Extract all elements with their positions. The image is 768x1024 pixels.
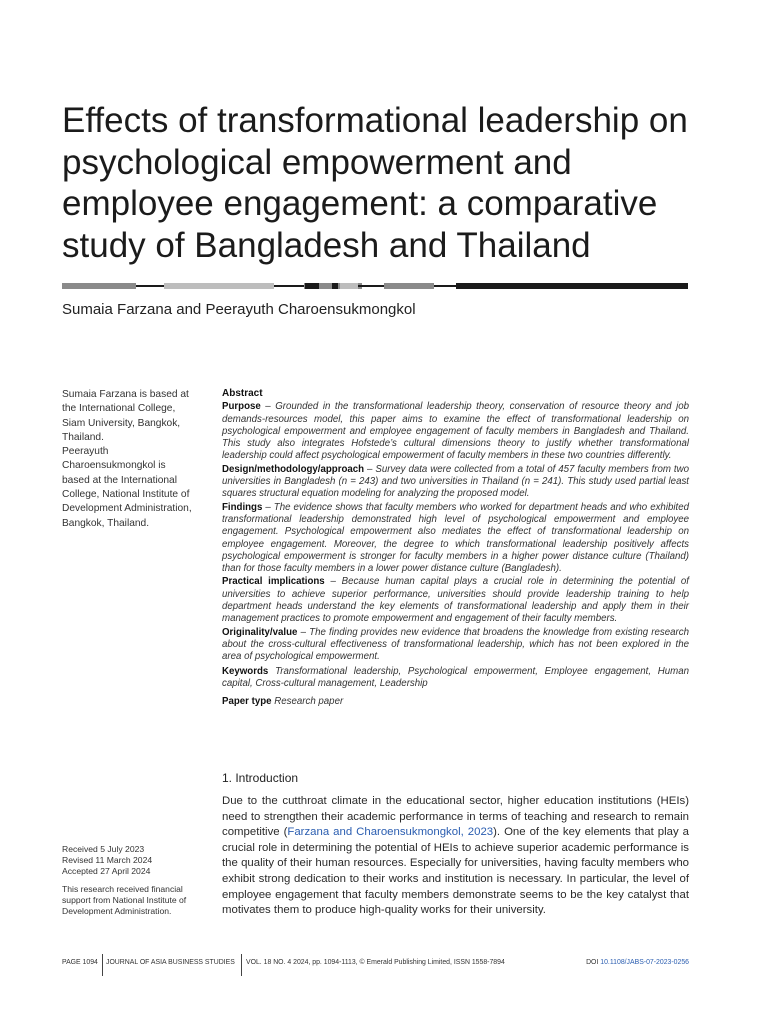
keywords-text: Transformational leadership, Psychological empowerment, Employee engagement, Human capital, Cross-cultural management, Leadership: [222, 665, 690, 689]
journal-name: JOURNAL OF ASIA BUSINESS STUDIES: [106, 959, 235, 966]
paper-type-text: Research paper: [274, 696, 344, 708]
introduction-paragraph: [222, 794, 689, 919]
abstract-paper-type: [222, 696, 689, 708]
article-history: [62, 844, 202, 917]
article-title: Effects of transformational leadership on psychological empowerment and employee engagement: a comparative study of Bangladesh and Thailand: [62, 101, 688, 265]
doi: [586, 959, 689, 966]
section-label: Design/methodology/approach: [222, 463, 365, 475]
volume-info: VOL. 18 NO. 4 2024, pp. 1094-1113, © Emerald Publishing Limited, ISSN 1558-7894: [246, 959, 505, 966]
abstract-findings: [222, 502, 689, 576]
abstract-heading: Abstract: [222, 388, 263, 399]
footer-divider: [241, 954, 242, 976]
abstract-block: [222, 388, 689, 709]
affiliation-text: Sumaia Farzana is based at the International College, Siam University, Bangkok, Thailand.: [62, 389, 189, 443]
section-text: Grounded in the transformational leadership theory, conservation of resource theory and job demands-resources model, this paper aims to examine the effect of transformational leadership on psychological empowerment and employee engagement of faculty members in Bangladesh and Thailand. This study also integrates Hofstede’s cultural dimensions theory to justify whether transformational leadership could affect psychological empowerment of faculty members in these two countries differently.: [222, 401, 689, 462]
abstract-keywords: [222, 666, 689, 691]
abstract-practical: [222, 576, 689, 625]
footer-divider: [102, 954, 103, 976]
page-number: PAGE 1094: [62, 959, 98, 966]
body-text: ). One of the key elements that play a crucial role in determining the potential of HEIs to achieve superior academic performance is the quality of their human resources. Especially for universities, having faculty members who exhibit strong dedication to their works and institution is necessary. In particular, the level of employee engagement that faculty members demonstrate seems to be the key catalyst that motivates them to produce high-quality works for their university.: [222, 826, 689, 917]
dash: –: [260, 401, 276, 413]
decorative-title-rule: [62, 283, 688, 289]
author-name: Peerayuth Charoensukmongkol: [205, 301, 416, 318]
funding-note: This research received financial support from National Institute of Development Administration.: [62, 884, 187, 916]
section-label: Originality/value: [222, 626, 298, 638]
citation-link[interactable]: Farzana and Charoensukmongkol, 2023: [287, 826, 494, 839]
received-date: Received 5 July 2023: [62, 844, 145, 854]
section-label: Practical implications: [222, 576, 325, 588]
page-footer: [62, 954, 689, 976]
dash: –: [297, 626, 310, 638]
section-heading: 1. Introduction: [222, 771, 299, 785]
abstract-originality: [222, 627, 689, 664]
author-connector: and: [176, 301, 202, 318]
dash: –: [324, 576, 342, 588]
section-label: Purpose: [222, 401, 261, 413]
author-name: Sumaia Farzana: [62, 301, 173, 318]
affiliation-text: Peerayuth Charoensukmongkol is based at the International College, National Institute of Development Administration, Bangkok, Thailand.: [62, 446, 192, 529]
dash: –: [262, 501, 274, 513]
abstract-design: [222, 464, 689, 501]
revised-date: Revised 11 March 2024: [62, 855, 153, 865]
section-text: Because human capital plays a crucial role in determining the potential of universities to achieve superior performance, universities should provide leadership training to help department heads understand the key elements of transformational leadership and apply them in their management practices to promote empowerment and engagement of their faculty members.: [222, 576, 689, 625]
doi-link[interactable]: 10.1108/JABS-07-2023-0256: [600, 959, 689, 966]
dash: –: [364, 463, 376, 475]
body-text: Due to the cutthroat climate in the educational sector, higher education institutions (HEIs) need to strengthen their academic performance in terms of teaching and research to remain competitive (: [222, 795, 689, 839]
section-text: The finding provides new evidence that broadens the knowledge from existing research about the cross-cultural effectiveness of transformational leadership, which has not been explored in the area of psychological empowerment.: [222, 626, 690, 663]
accepted-date: Accepted 27 April 2024: [62, 866, 151, 876]
doi-label: DOI: [586, 959, 599, 966]
section-label: Findings: [222, 501, 263, 513]
section-text: Survey data were collected from a total of 457 faculty members from two universities in Bangladesh (n = 243) and two universities in Thailand (n = 241). This study used partial least squares structural equation modeling for analyzing the proposed model.: [222, 463, 689, 500]
author-affiliations: [62, 388, 192, 531]
section-label: Paper type: [222, 696, 272, 708]
author-line: [62, 301, 416, 318]
abstract-purpose: [222, 401, 689, 462]
section-text: The evidence shows that faculty members who worked for department heads and who exhibited transformational leadership demonstrated high level of psychological empowerment and employee engagement. Psychological empowerment also mediates the effect of transformational leadership on employee engagement. Moreover, the degree to which transformational leadership positively affects psychological empowerment is stronger for faculty members in a higher power distance culture (Thailand) than for those faculty members in a lower power distance culture (Bangladesh).: [222, 501, 689, 575]
section-label: Keywords: [222, 665, 269, 677]
